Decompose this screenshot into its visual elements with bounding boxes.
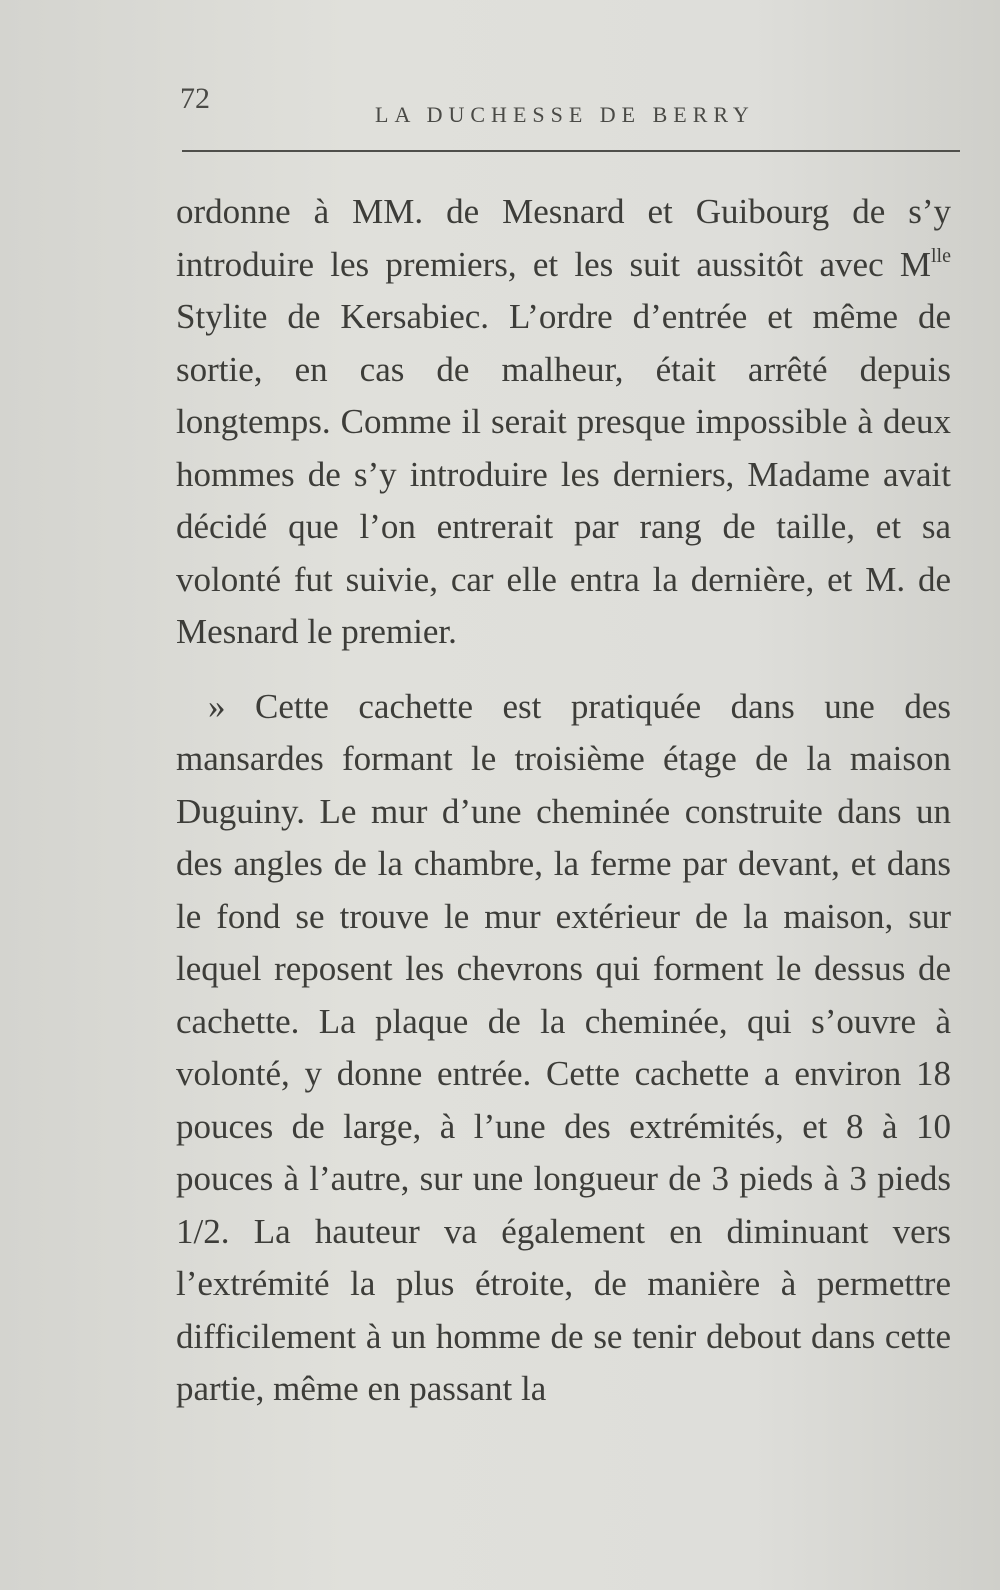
page-number: 72 [180, 82, 210, 115]
running-title: LA DUCHESSE DE BERRY [375, 102, 755, 127]
paragraph-1-text-start: ordonne à MM. de Mesnard et Guibourg de s’y introduire les premiers, et les suit aussitôt avec M [176, 192, 951, 284]
paragraph-1-text-end: Stylite de Kersabiec. L’ordre d’entrée et même de sortie, en cas de malheur, était arrêté depuis longtemps. Comme il serait presque impossible à deux hommes de s’y introduire les derniers, Madame avait décidé que l’on entrerait par rang de taille, et sa volonté fut suivie, car elle entra la dernière, et M. de Mesnard le premier. [176, 297, 951, 651]
superscript-lle: lle [931, 244, 951, 267]
header-rule [182, 150, 960, 152]
body-text [176, 186, 951, 1416]
page-header [180, 82, 960, 132]
paragraph-2: » Cette cachette est pratiquée dans une des mansardes formant le troisième étage de la maison Duguiny. Le mur d’une cheminée construite dans un des angles de la chambre, la ferme par devant, et dans le fond se trouve le mur extérieur de la maison, sur lequel reposent les chevrons qui forment le dessus de cachette. La plaque de la cheminée, qui s’ouvre à volonté, y donne entrée. Cette cachette a environ 18 pouces de large, à l’une des extrémités, et 8 à 10 pouces à l’autre, sur une longueur de 3 pieds à 3 pieds 1/2. La hauteur va également en diminuant vers l’extrémité la plus étroite, de manière à permettre difficilement à un homme de se tenir debout dans cette partie, même en passant la [176, 686, 951, 1408]
paragraph-1 [176, 186, 951, 659]
